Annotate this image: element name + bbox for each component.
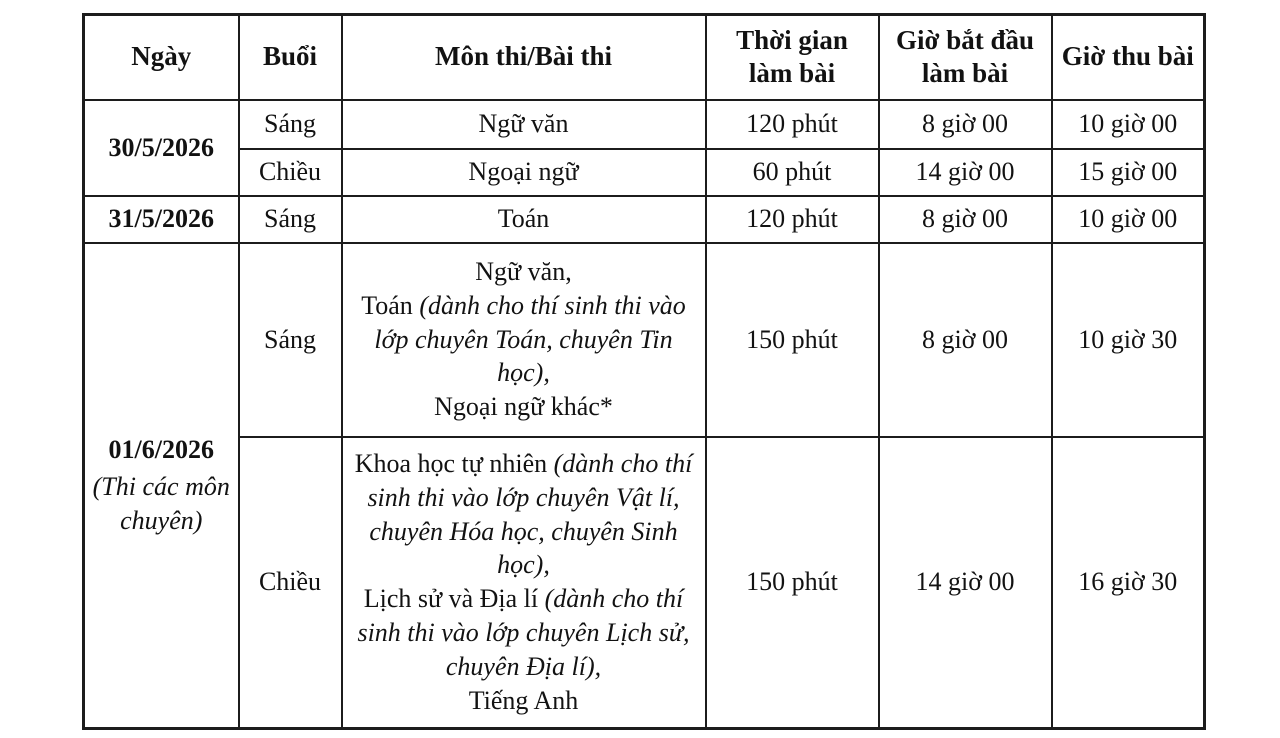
column-header-collect: Giờ thu bài bbox=[1052, 15, 1205, 100]
exam-schedule-table bbox=[82, 13, 1206, 730]
cell-date bbox=[84, 100, 239, 196]
cell-start-time: 8 giờ 00 bbox=[879, 196, 1052, 243]
subject-name-text: Toán bbox=[361, 290, 420, 320]
cell-start-time: 8 giờ 00 bbox=[879, 243, 1052, 437]
date-text: 01/6/2026 bbox=[108, 434, 214, 464]
table-row bbox=[84, 100, 1205, 149]
cell-collect-time: 10 giờ 00 bbox=[1052, 100, 1205, 149]
table-row bbox=[84, 196, 1205, 243]
cell-session: Chiều bbox=[239, 149, 342, 196]
table-row bbox=[84, 437, 1205, 729]
subject-line bbox=[348, 447, 700, 582]
subject-line bbox=[348, 202, 700, 236]
subject-note-text: (dành cho thí sinh thi vào lớp chuyên Lịch sử, chuyên Địa lí), bbox=[357, 584, 690, 681]
cell-duration: 60 phút bbox=[706, 149, 879, 196]
cell-subject bbox=[342, 149, 706, 196]
column-header-date: Ngày bbox=[84, 15, 239, 100]
header-row bbox=[84, 15, 1205, 100]
subject-name-text: Toán bbox=[497, 204, 550, 234]
subject-name-text: Khoa học tự nhiên bbox=[354, 449, 554, 479]
column-header-start: Giờ bắt đầu làm bài bbox=[879, 15, 1052, 100]
subject-name-text: Ngữ văn bbox=[478, 109, 569, 139]
cell-collect-time: 10 giờ 00 bbox=[1052, 196, 1205, 243]
subject-line bbox=[348, 582, 700, 683]
cell-duration: 120 phút bbox=[706, 196, 879, 243]
date-text: 30/5/2026 bbox=[108, 132, 214, 162]
cell-subject bbox=[342, 437, 706, 729]
subject-line bbox=[348, 390, 700, 424]
cell-duration: 150 phút bbox=[706, 243, 879, 437]
cell-session: Sáng bbox=[239, 100, 342, 149]
subject-name-text: Ngoại ngữ khác* bbox=[434, 392, 613, 422]
cell-session: Chiều bbox=[239, 437, 342, 729]
cell-collect-time: 16 giờ 30 bbox=[1052, 437, 1205, 729]
exam-schedule bbox=[82, 13, 1206, 730]
cell-duration: 120 phút bbox=[706, 100, 879, 149]
cell-date bbox=[84, 196, 239, 243]
cell-subject bbox=[342, 100, 706, 149]
subject-name-text: Lịch sử và Địa lí bbox=[363, 584, 545, 614]
table-body bbox=[84, 100, 1205, 729]
subject-line bbox=[348, 107, 700, 141]
cell-start-time: 8 giờ 00 bbox=[879, 100, 1052, 149]
cell-collect-time: 15 giờ 00 bbox=[1052, 149, 1205, 196]
subject-name-text: Ngoại ngữ bbox=[468, 157, 579, 187]
cell-collect-time: 10 giờ 30 bbox=[1052, 243, 1205, 437]
cell-session: Sáng bbox=[239, 243, 342, 437]
cell-duration: 150 phút bbox=[706, 437, 879, 729]
subject-line bbox=[348, 255, 700, 289]
cell-date bbox=[84, 243, 239, 729]
subject-name-text: Tiếng Anh bbox=[468, 685, 579, 715]
date-text: 31/5/2026 bbox=[108, 204, 214, 234]
cell-start-time: 14 giờ 00 bbox=[879, 149, 1052, 196]
subject-line bbox=[348, 684, 700, 718]
table-row bbox=[84, 243, 1205, 437]
cell-subject bbox=[342, 243, 706, 437]
cell-subject bbox=[342, 196, 706, 243]
subject-note-text: (dành cho thí sinh thi vào lớp chuyên Vật lí, chuyên Hóa học, chuyên Sinh học), bbox=[367, 449, 693, 580]
table-row bbox=[84, 149, 1205, 196]
cell-start-time: 14 giờ 00 bbox=[879, 437, 1052, 729]
column-header-subject: Môn thi/Bài thi bbox=[342, 15, 706, 100]
column-header-duration: Thời gian làm bài bbox=[706, 15, 879, 100]
subject-note-text: (dành cho thí sinh thi vào lớp chuyên Toán, chuyên Tin học), bbox=[374, 290, 686, 388]
date-note: (Thi các môn chuyên) bbox=[92, 472, 230, 536]
subject-name-text: Ngữ văn, bbox=[475, 257, 572, 286]
subject-line bbox=[348, 289, 700, 390]
cell-session: Sáng bbox=[239, 196, 342, 243]
column-header-session: Buổi bbox=[239, 15, 342, 100]
subject-line bbox=[348, 155, 700, 189]
